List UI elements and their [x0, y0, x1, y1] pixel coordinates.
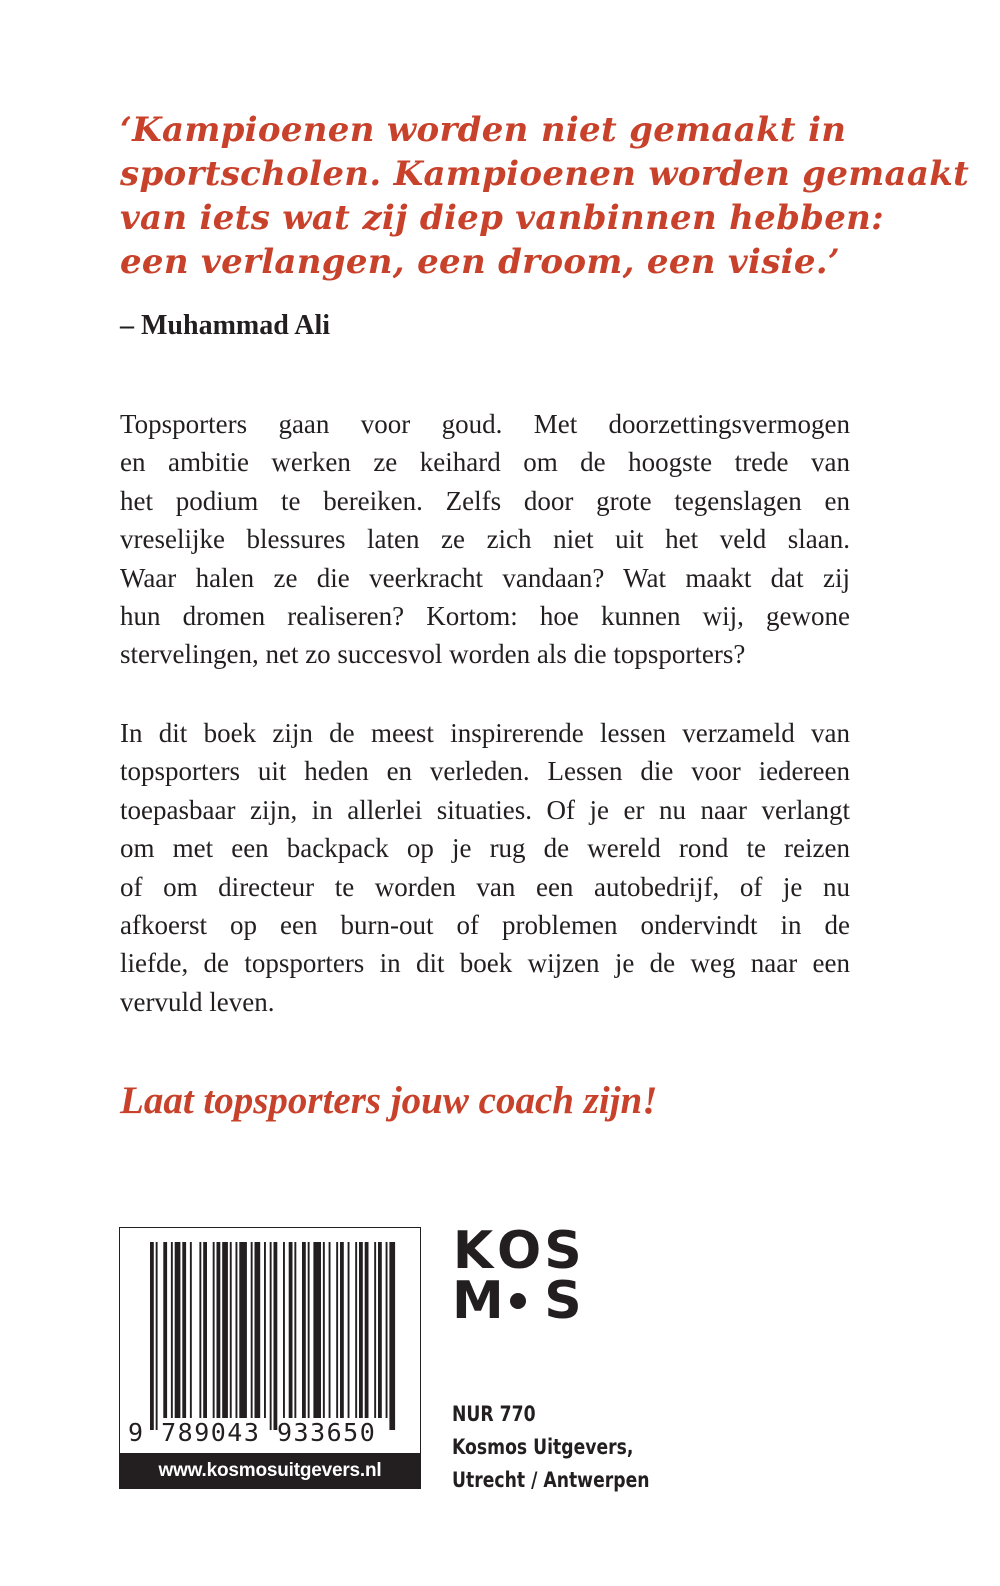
barcode-bar [323, 1242, 325, 1418]
barcode-bar [251, 1242, 253, 1418]
barcode-bar [283, 1242, 285, 1418]
logo-letter: M [452, 1271, 504, 1331]
nur-code: NUR 770 [452, 1402, 536, 1426]
barcode-bar [313, 1242, 321, 1418]
barcode-bar [264, 1242, 266, 1418]
barcode-bar [217, 1242, 221, 1418]
tagline: Laat topsporters jouw coach zijn! [120, 1079, 658, 1122]
quote-author: – Muhammad Ali [120, 310, 331, 341]
quote-line: een verlangen, een droom, een visie.’ [120, 242, 841, 282]
barcode-bar [190, 1242, 192, 1418]
barcode-bar [374, 1242, 376, 1418]
barcode-bar [359, 1242, 363, 1418]
barcode-bar [329, 1242, 331, 1418]
barcode-bar [289, 1242, 293, 1418]
barcode-bar [348, 1242, 350, 1418]
barcode-bar [156, 1242, 158, 1430]
quote-line: ‘Kampioenen worden niet gemaakt in [120, 110, 847, 150]
barcode-bar [365, 1242, 369, 1418]
paragraph-line: afkoerst op een burn-out of problemen ondervindt in de [120, 910, 850, 941]
quote-line: sportscholen. Kampioenen worden gemaakt [120, 154, 970, 194]
paragraph-line: of om directeur te worden van een autobedrijf, of je nu [120, 871, 850, 902]
barcode-bar [163, 1242, 167, 1418]
barcode-bar [150, 1242, 154, 1430]
logo-dot-icon [510, 1293, 526, 1309]
barcode-bar [199, 1242, 201, 1418]
barcode-bar [340, 1242, 344, 1418]
publisher-name: Kosmos Uitgevers, [452, 1435, 634, 1459]
publisher-url: www.kosmosuitgevers.nl [120, 1453, 420, 1488]
paragraph-line: Waar halen ze die veerkracht vandaan? Wat maakt dat zij [120, 562, 850, 593]
logo-letter: S [544, 1271, 582, 1331]
paragraph-line: toepasbaar zijn, in allerlei situaties. Of je er nu naar verlangt [120, 794, 850, 825]
barcode-bar [239, 1242, 247, 1418]
barcode-block [119, 1227, 421, 1489]
blurb-paragraph-2 [120, 714, 850, 1021]
publisher-location: Utrecht / Antwerpen [452, 1468, 650, 1492]
paragraph-line: vervuld leven. [120, 986, 275, 1017]
barcode-bar [386, 1242, 388, 1418]
cover-quote [120, 108, 970, 284]
paragraph-line: hun dromen realiseren? Kortom: hoe kunnen wij, gewone [120, 601, 850, 632]
barcode-bar [255, 1242, 261, 1418]
barcode-bar [308, 1242, 310, 1418]
paragraph-line: liefde, de topsporters in dit boek wijzen je de weg naar een [120, 948, 850, 979]
logo-letter: O [497, 1221, 542, 1281]
paragraph-line: stervelingen, net zo succesvol worden als die topsporters? [120, 639, 746, 670]
paragraph-line: om met een backpack op je rug de wereld rond te reizen [120, 833, 850, 864]
publisher-info [452, 1398, 650, 1497]
quote-line: van iets wat zij diep vanbinnen hebben: [120, 198, 885, 238]
isbn-number: 9 789043 933650 [128, 1418, 377, 1447]
barcode-bar [182, 1242, 186, 1418]
paragraph-line: topsporters uit heden en verleden. Lessen die voor iedereen [120, 756, 850, 787]
barcode-bar [230, 1242, 232, 1418]
barcode-bar [213, 1242, 215, 1418]
logo-letter: S [544, 1221, 582, 1281]
barcode-bar [270, 1242, 272, 1430]
barcode-bar [236, 1242, 238, 1418]
paragraph-line: het podium te bereiken. Zelfs door grote tegenslagen en [120, 485, 850, 516]
barcode-bar [203, 1242, 207, 1418]
barcode-bar [175, 1242, 181, 1418]
barcode-bar [294, 1242, 296, 1418]
paragraph-line: en ambitie werken ze keihard om de hoogste trede van [120, 447, 850, 478]
barcode-bar [302, 1242, 306, 1418]
paragraph-line: Topsporters gaan voor goud. Met doorzettingsvermogen [120, 409, 850, 439]
paragraph-line: vreselijke blessures laten ze zich niet uit het veld slaan. [120, 524, 850, 555]
barcode-bar [355, 1242, 357, 1418]
blurb-paragraph-1 [120, 405, 850, 674]
barcode-bar [336, 1242, 338, 1418]
barcode-bar [171, 1242, 173, 1418]
barcode-bar [222, 1242, 228, 1418]
barcode-bar [378, 1242, 382, 1418]
kosmos-logo [452, 1221, 592, 1331]
barcode-bar [274, 1242, 278, 1430]
paragraph-line: In dit boek zijn de meest inspirerende lessen verzameld van [120, 718, 850, 748]
logo-letter: K [452, 1221, 494, 1281]
barcode-bar [389, 1242, 395, 1430]
